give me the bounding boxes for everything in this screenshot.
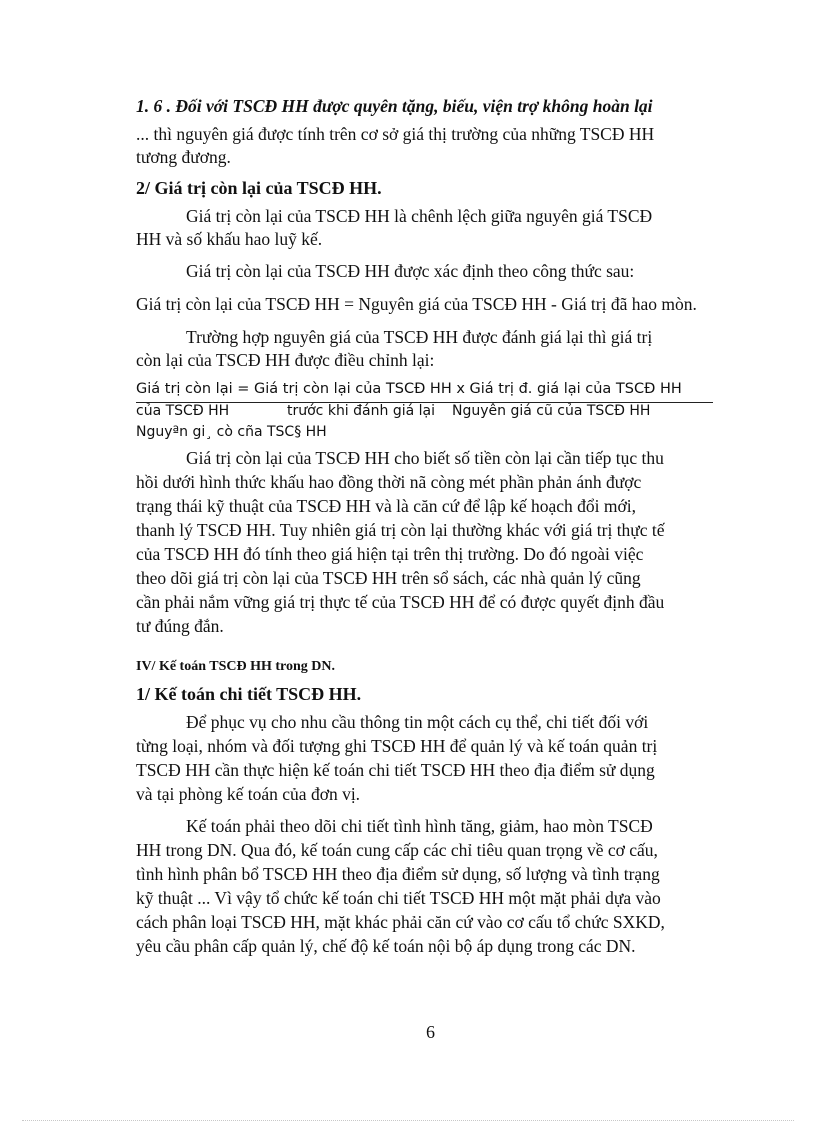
section-1-para2-line-5: cách phân loại TSCĐ HH, mặt khác phải căn cứ vào cơ cấu tổ chức SXKD, [136,912,665,932]
section-1-6-line-1: ... thì nguyên giá được tính trên cơ sở giá thị trường của những TSCĐ HH [136,124,655,144]
section-2-para2: Giá trị còn lại của TSCĐ HH được xác định theo công thức sau: [186,261,635,281]
section-2-para4-line-4: thanh lý TSCĐ HH. Tuy nhiên giá trị còn lại thường khác với giá trị thực tế [136,520,665,540]
section-1-para1-line-4: và tại phòng kế toán của đơn vị. [136,784,361,804]
section-2-para1-line-2: HH và số khấu hao luỹ kế. [136,229,323,249]
section-1-para2-line-1: Kế toán phải theo dõi chi tiết tình hình tăng, giảm, hao mòn TSCĐ [186,816,653,836]
section-2-para4-line-8: tư đúng đắn. [136,616,224,636]
section-1-para2-line-2: HH trong DN. Qua đó, kế toán cung cấp các chỉ tiêu quan trọng về cơ cấu, [136,840,658,860]
section-2-para1-line-1: Giá trị còn lại của TSCĐ HH là chênh lệch giữa nguyên giá TSCĐ [186,206,653,226]
formula-2-line-1: Giá trị còn lại = Giá trị còn lại của TSCĐ HH x Giá trị đ. giá lại của TSCĐ HH [136,381,682,397]
section-1-6-heading: 1. 6 . Đối với TSCĐ HH được quyên tặng, biếu, viện trợ không hoàn lại [136,96,653,116]
section-1-para1-line-3: TSCĐ HH cần thực hiện kế toán chi tiết TSCĐ HH theo địa điểm sử dụng [136,760,655,780]
section-1-para2-line-6: yêu cầu phân cấp quản lý, chế độ kế toán nội bộ áp dụng trong các DN. [136,936,636,956]
page-bottom-border [22,1120,794,1121]
section-2-heading: 2/ Giá trị còn lại của TSCĐ HH. [136,178,382,198]
section-1-para1-line-1: Để phục vụ cho nhu cầu thông tin một cách cụ thể, chi tiết đối với [186,712,649,732]
section-2-para4-line-5: của TSCĐ HH đó tính theo giá hiện tại trên thị trường. Do đó ngoài việc [136,544,644,564]
section-1-para2-line-3: tình hình phân bổ TSCĐ HH theo địa điểm sử dụng, số lượng và tình trạng [136,864,660,884]
section-2-formula-1: Giá trị còn lại của TSCĐ HH = Nguyên giá của TSCĐ HH - Giá trị đã hao mòn. [136,294,697,314]
section-2-para4-line-3: trạng thái kỹ thuật của TSCĐ HH và là căn cứ để lập kế hoạch đổi mới, [136,496,637,516]
section-iv-heading: IV/ Kế toán TSCĐ HH trong DN. [136,659,336,674]
section-1-para2-line-4: kỹ thuật ... Vì vậy tổ chức kế toán chi tiết TSCĐ HH một mặt phải dựa vào [136,888,661,908]
section-1-heading: 1/ Kế toán chi tiết TSCĐ HH. [136,684,362,704]
formula-2-line-2b: trước khi đánh giá lại [287,403,435,419]
section-2-para4-line-7: cần phải nắm vững giá trị thực tế của TSCĐ HH để có được quyết định đầu [136,592,665,612]
section-1-6-line-2: tương đương. [136,147,231,167]
section-2-para3-line-2: còn lại của TSCĐ HH được điều chỉnh lại: [136,350,435,370]
section-2-para4-line-6: theo dõi giá trị còn lại của TSCĐ HH trên sổ sách, các nhà quản lý cũng [136,568,641,588]
section-1-para1-line-2: từng loại, nhóm và đối tượng ghi TSCĐ HH để quản lý và kế toán quản trị [136,736,658,756]
section-2-para4-line-2: hồi dưới hình thức khấu hao đồng thời nã còng mét phần phản ánh được [136,472,642,492]
formula-2-line-3: Nguyªn gi¸ cò cña TSC§ HH [136,424,327,440]
section-2-para3-line-1: Trường hợp nguyên giá của TSCĐ HH được đánh giá lại thì giá trị [186,327,653,347]
page-number: 6 [426,1022,435,1042]
formula-2-line-2a: của TSCĐ HH [136,403,230,419]
section-2-para4-line-1: Giá trị còn lại của TSCĐ HH cho biết số tiền còn lại cần tiếp tục thu [186,448,664,468]
formula-2-line-2c: Nguyên giá cũ của TSCĐ HH [452,403,651,419]
